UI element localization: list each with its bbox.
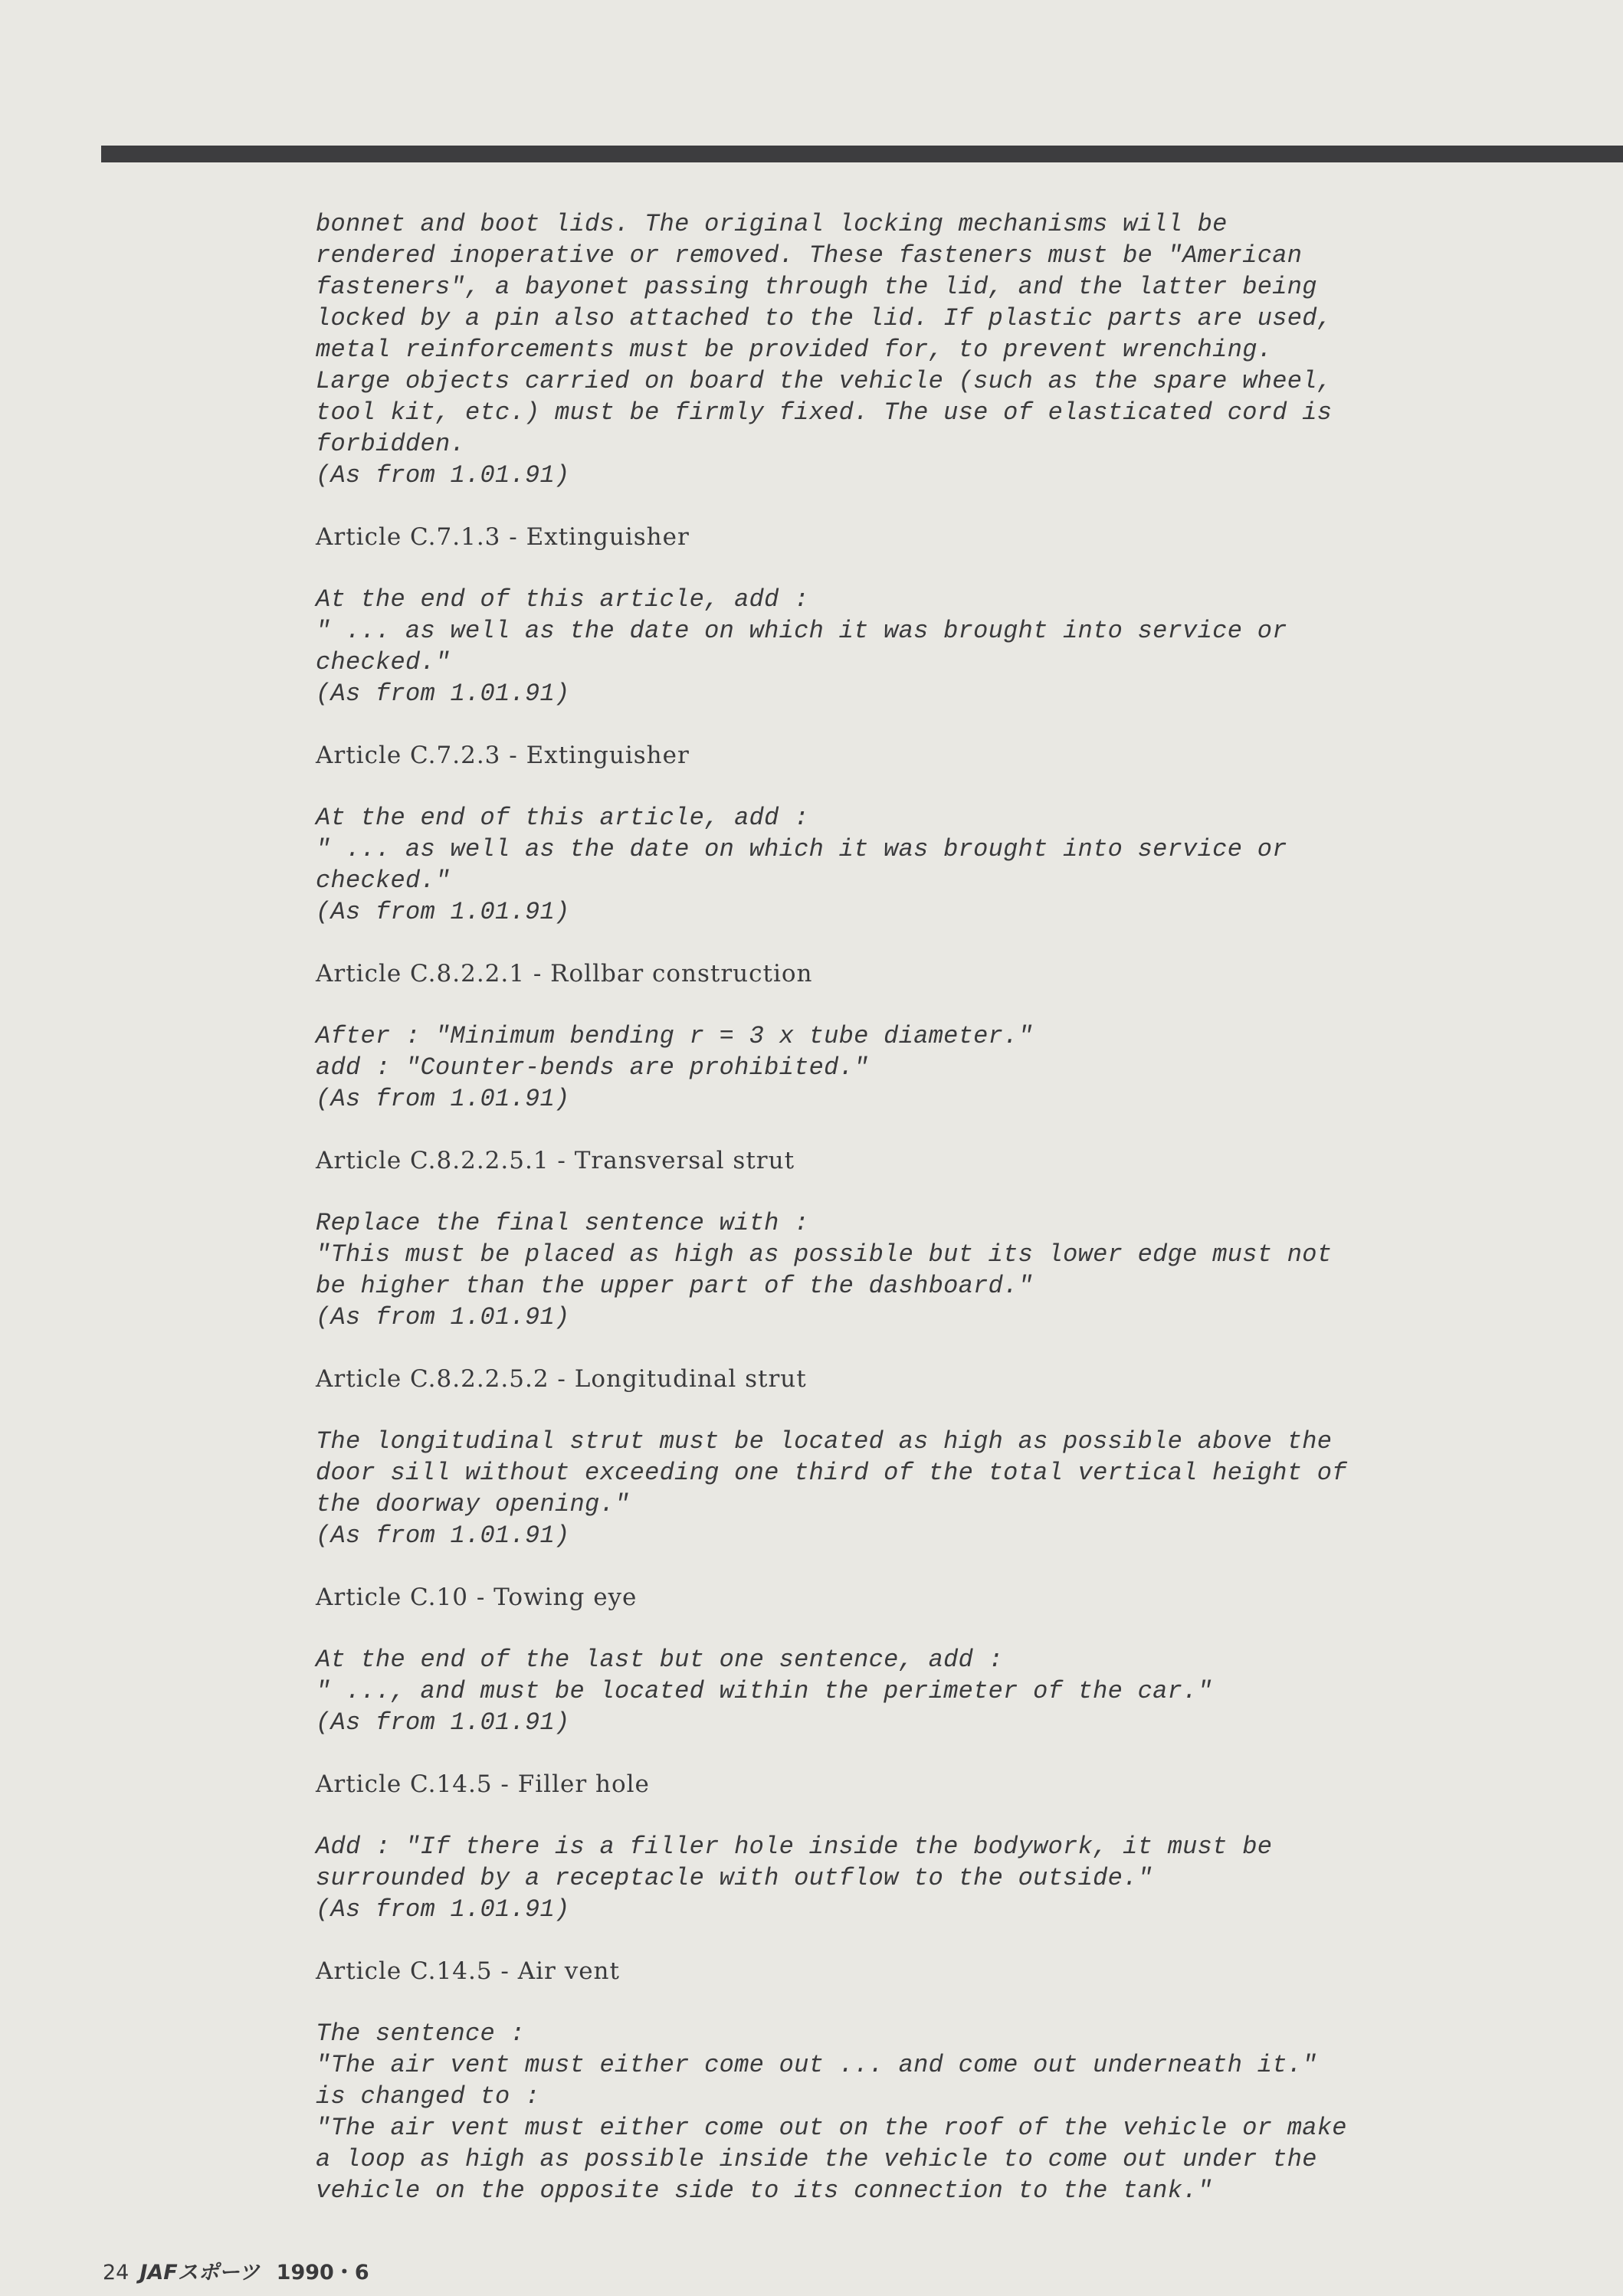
text-line: (As from 1.01.91) <box>316 898 570 926</box>
magazine-name: JAFスポーツ <box>139 2261 260 2285</box>
text-line: Large objects carried on board the vehicle (such as the spare wheel, <box>316 367 1333 395</box>
text-line: (As from 1.01.91) <box>316 1085 570 1113</box>
issue-date: 1990・6 <box>276 2261 369 2285</box>
text-line: (As from 1.01.91) <box>316 1895 570 1924</box>
text-block <box>316 208 1419 491</box>
article-heading: Article C.14.5 - Air vent <box>316 1957 620 1985</box>
text-line: fasteners", a bayonet passing through the lid, and the latter being <box>316 273 1317 301</box>
text-line: "The air vent must either come out ... and come out underneath it." <box>316 2051 1317 2079</box>
text-block <box>316 584 1419 709</box>
text-line: (As from 1.01.91) <box>316 1708 570 1737</box>
text-line: is changed to : <box>316 2082 540 2111</box>
text-line: The sentence : <box>316 2019 526 2048</box>
article-heading: Article C.7.2.3 - Extinguisher <box>316 742 690 769</box>
text-line: locked by a pin also attached to the lid. If plastic parts are used, <box>316 304 1333 332</box>
text-line: door sill without exceeding one third of the total vertical height of <box>316 1459 1347 1487</box>
text-line: Replace the final sentence with : <box>316 1209 809 1237</box>
text-block <box>316 1020 1419 1115</box>
text-line: checked." <box>316 866 451 895</box>
text-block <box>316 1831 1419 1925</box>
text-line: (As from 1.01.91) <box>316 1521 570 1550</box>
text-block <box>316 1644 1419 1738</box>
text-line: rendered inoperative or removed. These fasteners must be "American <box>316 241 1303 270</box>
text-line: (As from 1.01.91) <box>316 1303 570 1331</box>
text-line: At the end of this article, add : <box>316 585 809 614</box>
text-line: The longitudinal strut must be located as high as possible above the <box>316 1427 1333 1456</box>
article-heading: Article C.8.2.2.1 - Rollbar construction <box>316 960 813 988</box>
text-line: " ..., and must be located within the perimeter of the car." <box>316 1677 1213 1705</box>
text-line: (As from 1.01.91) <box>316 461 570 490</box>
text-block <box>316 2018 1419 2206</box>
text-line: the doorway opening." <box>316 1490 630 1518</box>
header-rule <box>101 146 1623 162</box>
text-line: Add : "If there is a filler hole inside the bodywork, it must be <box>316 1833 1273 1861</box>
text-line: After : "Minimum bending r = 3 x tube diameter." <box>316 1022 1034 1050</box>
text-line: surrounded by a receptacle with outflow to the outside." <box>316 1864 1153 1892</box>
page-number: 24 <box>103 2261 130 2285</box>
article-heading: Article C.10 - Towing eye <box>316 1584 638 1611</box>
text-line: forbidden. <box>316 430 466 458</box>
text-line: be higher than the upper part of the dashboard." <box>316 1272 1034 1300</box>
document-body <box>316 208 1419 2237</box>
text-line: add : "Counter-bends are prohibited." <box>316 1053 869 1082</box>
text-line: " ... as well as the date on which it was brought into service or <box>316 835 1287 863</box>
text-block <box>316 1207 1419 1333</box>
text-line: "This must be placed as high as possible but its lower edge must not <box>316 1240 1333 1269</box>
text-line: (As from 1.01.91) <box>316 680 570 708</box>
text-block <box>316 1426 1419 1551</box>
text-line: vehicle on the opposite side to its connection to the tank." <box>316 2176 1213 2205</box>
page-footer <box>103 2262 369 2285</box>
text-block <box>316 802 1419 928</box>
text-line: checked." <box>316 648 451 676</box>
text-line: At the end of this article, add : <box>316 804 809 832</box>
text-line: tool kit, etc.) must be firmly fixed. The use of elasticated cord is <box>316 398 1333 427</box>
article-heading: Article C.8.2.2.5.2 - Longitudinal strut <box>316 1365 807 1393</box>
text-line: a loop as high as possible inside the vehicle to come out under the <box>316 2145 1317 2173</box>
article-heading: Article C.7.1.3 - Extinguisher <box>316 523 690 551</box>
text-line: metal reinforcements must be provided for, to prevent wrenching. <box>316 336 1273 364</box>
article-heading: Article C.8.2.2.5.1 - Transversal strut <box>316 1147 795 1174</box>
text-line: bonnet and boot lids. The original locking mechanisms will be <box>316 210 1228 238</box>
text-line: "The air vent must either come out on the roof of the vehicle or make <box>316 2114 1347 2142</box>
article-heading: Article C.14.5 - Filler hole <box>316 1770 650 1798</box>
text-line: " ... as well as the date on which it was brought into service or <box>316 617 1287 645</box>
text-line: At the end of the last but one sentence, add : <box>316 1646 1004 1674</box>
